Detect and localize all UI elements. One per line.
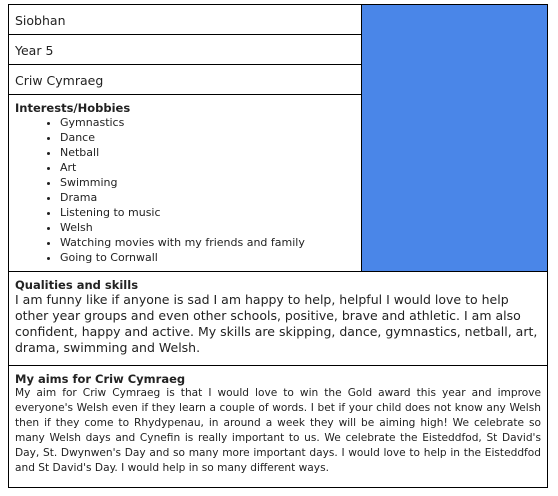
list-item: • Listening to music	[60, 205, 361, 220]
group-field	[8, 64, 362, 95]
aims-text: My aim for Criw Cymraeg is that I would love to win the Gold award this year and improve everyone's Welsh even if they learn a couple of words. I bet if your child does not know any Welsh then if they come to Rhydypenau, in around a week they will be aiming high! We celebrate so many Welsh days and Cynefin is really important to us. We celebrate the Eisteddfod, St David's Day, St. Dwynwen's Day and so many more important days. I would love to help in the Eisteddfod and St David's Day. I would help in so many different ways.	[15, 387, 541, 474]
name-value: Siobhan	[15, 13, 66, 28]
aims-heading: My aims for Criw Cymraeg	[15, 372, 186, 386]
list-item: • Netball	[60, 145, 361, 160]
list-item: • Art	[60, 160, 361, 175]
qualities-section	[8, 271, 548, 366]
list-item: • Going to Cornwall	[60, 250, 361, 265]
aims-section	[8, 365, 548, 488]
qualities-heading: Qualities and skills	[15, 278, 139, 292]
group-value: Criw Cymraeg	[15, 73, 104, 88]
list-item: • Swimming	[60, 175, 361, 190]
list-item: • Dance	[60, 130, 361, 145]
list-item: • Drama	[60, 190, 361, 205]
qualities-text: I am funny like if anyone is sad I am happy to help, helpful I would love to help other year groups and even other schools, positive, brave and athletic. I am also confident, happy and active. My skills are skipping, dance, gymnastics, netball, art, drama, swimming and Welsh.	[15, 292, 538, 355]
name-field	[8, 4, 362, 35]
list-item: • Watching movies with my friends and family	[60, 235, 361, 250]
interests-section	[8, 94, 362, 272]
interests-heading: Interests/Hobbies	[15, 101, 131, 115]
list-item: • Gymnastics	[60, 115, 361, 130]
year-value: Year 5	[15, 43, 54, 58]
photo-placeholder	[361, 4, 548, 272]
list-item: • Welsh	[60, 220, 361, 235]
hobbies-list	[15, 115, 361, 265]
year-field	[8, 34, 362, 65]
profile-sheet	[8, 4, 548, 488]
